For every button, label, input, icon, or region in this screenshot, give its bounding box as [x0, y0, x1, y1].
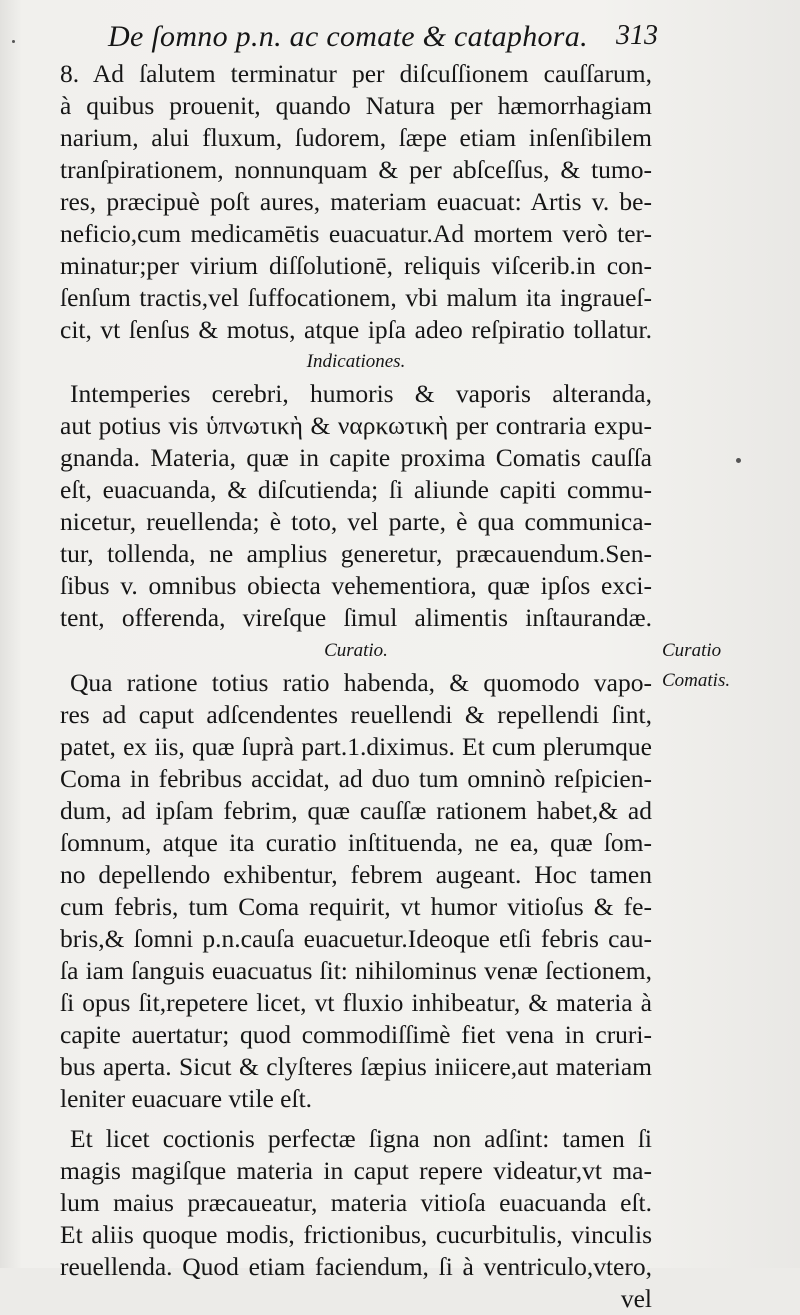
text-line: neficio,cum medicamētis euacuatur.Ad mortem verò ter- [60, 219, 652, 248]
text-line: capite auertatur; quod commodiſſimè fiet vena in cruri- [60, 1020, 652, 1049]
text-line: cit, vt ſenſus & motus, atque ipſa adeo reſpiratio tollatur. [60, 315, 652, 344]
page-number: 313 [616, 20, 658, 51]
text-line: ſomnum, atque ita curatio inſtituenda, ne ea, quæ ſom- [60, 828, 652, 857]
section-heading-indicationes: Indicationes. [306, 351, 406, 372]
text-line: tent, offerenda, vireſque ſimul alimentis inſtaurandæ. [60, 603, 652, 632]
text-line: leniter euacuare vtile eſt. [60, 1084, 313, 1113]
text-line: bris,& ſomni p.n.cauſa euacuetur.Ideoque etſi febris cau- [60, 924, 652, 953]
body-text [60, 58, 652, 1315]
text-line: 8. Ad ſalutem terminatur per diſcuſſionem cauſſarum, [60, 59, 652, 88]
text-line: res ad caput adſcendentes reuellendi & repellendi ſint, [60, 700, 652, 729]
text-line: narium, alui fluxum, ſudorem, ſæpe etiam inſenſibilem [60, 123, 652, 152]
text-line: res, præcipuè poſt aures, materiam euacuat: Artis v. be- [60, 187, 652, 216]
text-line: ſa iam ſanguis euacuatus ſit: nihilominus venæ ſectionem, [60, 956, 652, 985]
text-line: aut potius vis ὑπνωτικὴ & ναρκωτικὴ per contraria expu- [60, 411, 652, 440]
marginal-note [662, 636, 772, 696]
text-line: ſibus v. omnibus obiecta vehementiora, quæ ipſos exci- [60, 571, 652, 600]
text-line: cum febris, tum Coma requirit, vt humor vitioſus & fe- [60, 892, 652, 921]
text-line: bus aperta. Sicut & clyſteres ſæpius iniicere,aut materiam [60, 1052, 652, 1081]
text-line: tranſpirationem, nonnunquam & per abſceſſus, & tumo- [60, 155, 652, 184]
text-line: tur, tollenda, ne amplius generetur, præcauendum.Sen- [60, 539, 652, 568]
text-line: eſt, euacuanda, & diſcutienda; ſi aliunde capiti commu- [60, 475, 652, 504]
text-line: magis magiſque materia in caput repere videatur,vt ma- [60, 1156, 652, 1185]
text-line: lum maius præcaueatur, materia vitioſa euacuanda eſt. [60, 1188, 652, 1217]
text-line: Coma in febribus accidat, ad duo tum omninò reſpicien- [60, 764, 652, 793]
section-heading-curatio: Curatio. [324, 640, 388, 661]
running-head-title: De ſomno p.n. ac comate & cataphora. [108, 20, 588, 53]
text-line: Et licet coctionis perfectæ ſigna non adſint: tamen ſi [70, 1124, 652, 1153]
text-line: minatur;per virium diſſolutionē, reliquis viſcerib.in con- [60, 251, 652, 280]
marginal-note-line: Comatis. [662, 670, 731, 691]
text-line: ſi opus ſit,repetere licet, vt fluxio inhibeatur, & materia à [60, 988, 652, 1017]
ink-speck [736, 458, 741, 463]
paragraph-gap [60, 1115, 652, 1123]
text-line: dum, ad ipſam febrim, quæ cauſſæ rationem habet,& ad [60, 796, 652, 825]
marginal-note-line: Curatio [662, 640, 722, 661]
text-line: gnanda. Materia, quæ in capite proxima Comatis cauſſa [60, 443, 652, 472]
running-head [108, 20, 658, 60]
text-line: nicetur, reuellenda; è toto, vel parte, è qua communica- [60, 507, 652, 536]
text-line: à quibus prouenit, quando Natura per hæmorrhagiam [60, 91, 652, 120]
text-line: Et aliis quoque modis, frictionibus, cucurbitulis, vinculis [60, 1220, 652, 1249]
text-line: no depellendo exhibentur, febrem augeant. Hoc tamen [60, 860, 652, 889]
text-line: reuellenda. Quod etiam faciendum, ſi à ventriculo,vtero, [60, 1252, 652, 1281]
text-line: Qua ratione totius ratio habenda, & quomodo vapo- [70, 668, 652, 697]
text-line: ſenſum tractis,vel ſuffocationem, vbi malum ita ingraueſ- [60, 283, 652, 312]
text-line: patet, ex iis, quæ ſuprà part.1.diximus. Et cum plerumque [60, 732, 652, 761]
text-line: Intemperies cerebri, humoris & vaporis alteranda, [70, 379, 652, 408]
ink-speck [12, 40, 15, 43]
catchword: vel [620, 1284, 652, 1313]
